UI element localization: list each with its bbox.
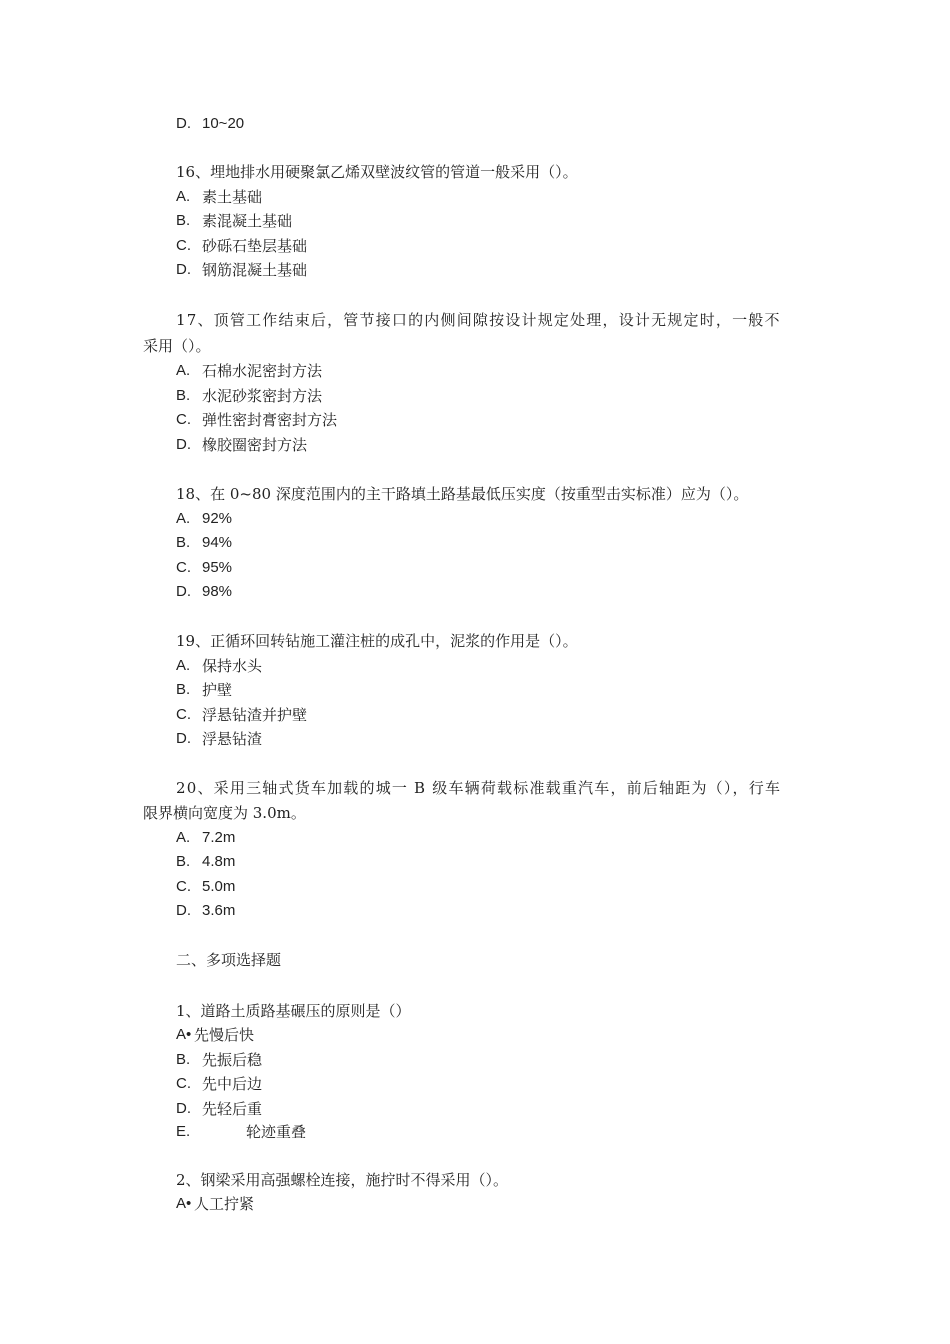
option-letter: B. (176, 534, 191, 551)
option-letter: D. (176, 261, 191, 278)
option-text: 4.8m (202, 853, 236, 870)
option-letter: D. (176, 436, 191, 453)
option-letter: B. (176, 853, 191, 870)
section-heading: 二、多项选择题 (176, 951, 282, 969)
option-text: 94% (202, 534, 233, 551)
option-letter: B. (176, 387, 191, 404)
option-letter: A. (176, 829, 191, 846)
question-19: 19、正循环回转钻施工灌注桩的成孔中，泥浆的作用是（）。 (176, 632, 578, 650)
option-text: 先中后边 (202, 1075, 263, 1093)
option-letter: C. (176, 1075, 191, 1092)
question-m1: 1、道路土质路基碾压的原则是（） (176, 1002, 411, 1020)
option-letter: A• (176, 1195, 192, 1212)
option-letter: C. (176, 559, 191, 576)
option-text: 3.6m (202, 902, 236, 919)
option-letter: D. (176, 1100, 191, 1117)
option-letter: D. (176, 730, 191, 747)
option-text: 人工拧紧 (194, 1195, 255, 1213)
question-17-continued: 采用（）。 (143, 337, 211, 355)
option-text: 钢筋混凝土基础 (202, 261, 308, 279)
option-text: 护壁 (202, 681, 233, 699)
option-text: 素混凝土基础 (202, 212, 293, 230)
option-text: 轮迹重叠 (246, 1123, 307, 1141)
option-text: 先轻后重 (202, 1100, 263, 1118)
option-text: 5.0m (202, 878, 236, 895)
option-text: 92% (202, 510, 233, 527)
option-text: 素土基础 (202, 188, 263, 206)
question-17: 17、顶管工作结束后，管节接口的内侧间隙按设计规定处理，设计无规定时，一般不 (176, 311, 781, 329)
option-text: 浮悬钻渣并护壁 (202, 706, 308, 724)
option-letter: E. (176, 1123, 191, 1140)
option-letter: B. (176, 1051, 191, 1068)
option-letter: B. (176, 681, 191, 698)
question-18: 18、在 0~80 深度范围内的主干路填土路基最低压实度（按重型击实标准）应为（）。 (176, 485, 749, 503)
option-text: 保持水头 (202, 657, 263, 675)
question-20-continued: 限界横向宽度为 3.0m。 (143, 804, 306, 822)
question-m2: 2、钢梁采用高强螺栓连接，施拧时不得采用（）。 (176, 1171, 509, 1189)
option-text: 95% (202, 559, 233, 576)
option-text: 砂砾石垫层基础 (202, 237, 308, 255)
option-letter: C. (176, 237, 191, 254)
option-letter: B. (176, 212, 191, 229)
option-letter: D. (176, 583, 191, 600)
option-letter: C. (176, 878, 191, 895)
option-text: 石棉水泥密封方法 (202, 362, 323, 380)
option-text: 弹性密封膏密封方法 (202, 411, 338, 429)
option-letter: D. (176, 902, 191, 919)
option-text: 10~20 (202, 115, 245, 132)
option-text: 先慢后快 (194, 1026, 255, 1044)
option-letter: A. (176, 188, 191, 205)
option-text: 橡胶圈密封方法 (202, 436, 308, 454)
option-letter: C. (176, 411, 191, 428)
option-letter: A. (176, 362, 191, 379)
option-letter: C. (176, 706, 191, 723)
question-16: 16、埋地排水用硬聚氯乙烯双壁波纹管的管道一般采用（）。 (176, 163, 578, 181)
question-20: 20、采用三轴式货车加载的城一 B 级车辆荷载标准载重汽车，前后轴距为（），行车 (176, 779, 782, 797)
option-letter: A. (176, 657, 191, 674)
option-letter: A. (176, 510, 191, 527)
option-letter: D. (176, 115, 191, 132)
option-text: 先振后稳 (202, 1051, 263, 1069)
option-text: 7.2m (202, 829, 236, 846)
option-text: 水泥砂浆密封方法 (202, 387, 323, 405)
option-text: 98% (202, 583, 233, 600)
option-text: 浮悬钻渣 (202, 730, 263, 748)
option-letter: A• (176, 1026, 192, 1043)
